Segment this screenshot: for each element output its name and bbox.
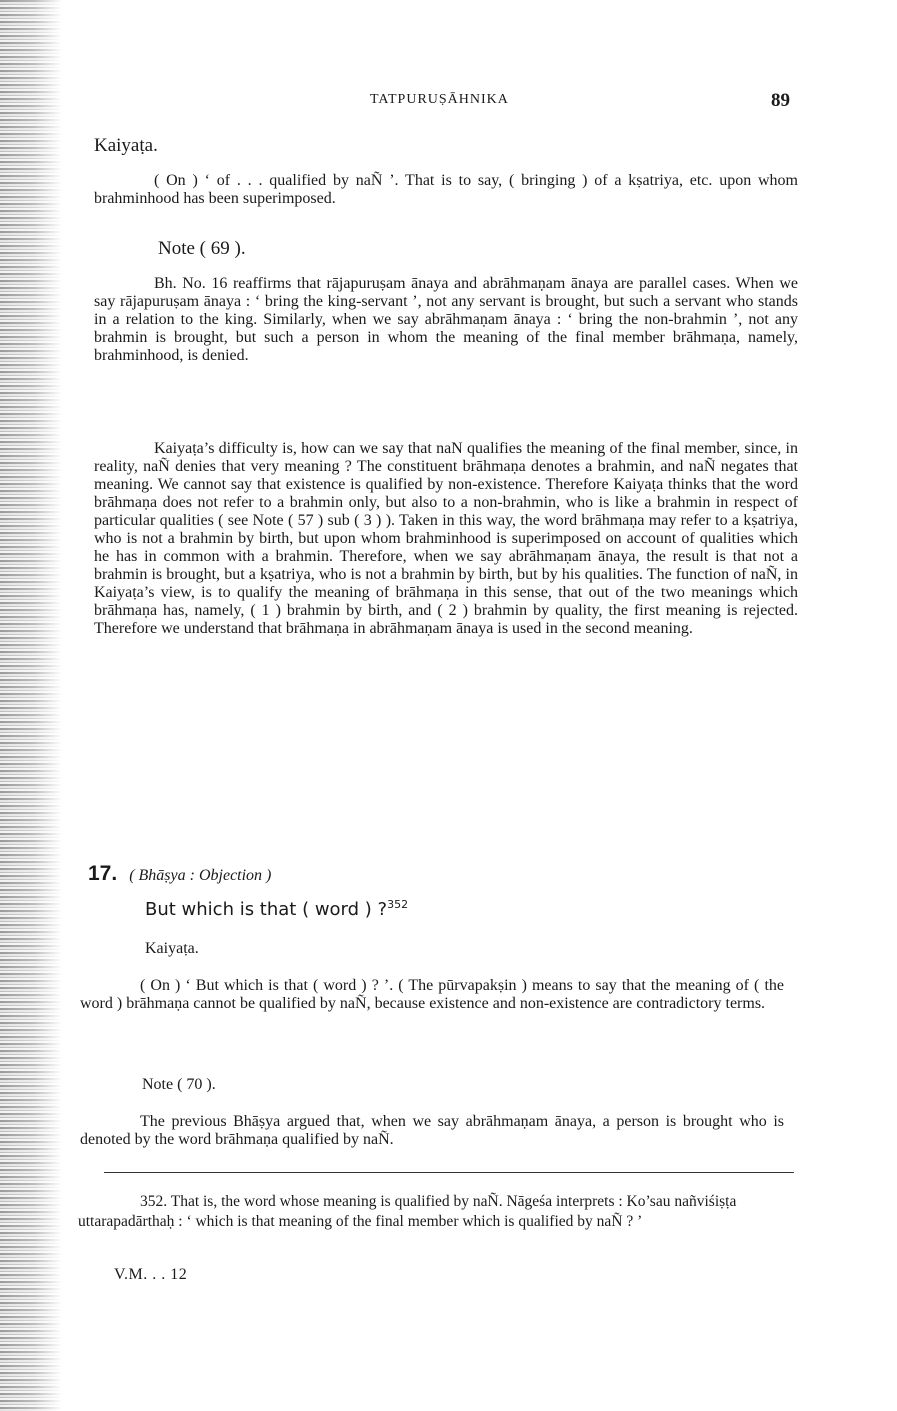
note-69-heading: Note ( 69 ).	[158, 238, 246, 259]
kaiyata-paragraph-2: ( On ) ‘ But which is that ( word ) ? ’. ( The pūrvapakṣin ) means to say that the meaning of ( the word ) brāhmaṇa cannot be qualified by naÑ, because existence and non-existence are contradictory terms.	[80, 977, 784, 1012]
kaiyata-paragraph-1: ( On ) ‘ of . . . qualified by naÑ ’. That is to say, ( bringing ) of a kṣatriya, etc. upon whom brahminhood has been superimposed.	[94, 172, 798, 207]
section-number: 17.	[88, 862, 118, 885]
running-title: TATPURUṢĀHNIKA	[370, 92, 509, 107]
note-70-paragraph: The previous Bhāṣya argued that, when we say abrāhmaṇam ānaya, a person is brought who is denoted by the word brāhmaṇa qualified by naÑ.	[80, 1113, 784, 1148]
section-label: ( Bhāṣya : Objection )	[129, 867, 272, 884]
section-17-heading	[88, 862, 792, 886]
note-70-heading: Note ( 70 ).	[142, 1076, 216, 1093]
page-number: 89	[771, 90, 790, 111]
bhasya-text: But which is that ( word ) ?	[145, 899, 388, 920]
bhasya-text-line	[145, 898, 795, 920]
running-header	[80, 92, 800, 120]
footnote-divider	[104, 1172, 794, 1173]
signature-mark: V.M. . . 12	[114, 1266, 188, 1283]
note-69-paragraph-2: Kaiyaṭa’s difficulty is, how can we say that naN qualifies the meaning of the final member, since, in reality, naÑ denies that very meaning ? The constituent brāhmaṇa denotes a brahmin, and naÑ negates that meaning. We cannot say that existence is qualified by non-existence. Therefore Kaiyaṭa thinks that the word brāhmaṇa does not refer to a brahmin only, but also to a non-brahmin, who is like a brahmin in respect of particular qualities ( see Note ( 57 ) sub ( 3 ) ). Taken in this way, the word brāhmaṇa may refer to a kṣatriya, who is not a brahmin by birth, but upon whom brahminhood is superimposed on account of qualities which he has in common with a brahmin. Therefore, when we say abrāhmaṇam ānaya, the result is that not a brahmin is brought, but a kṣatriya, who is not a brahmin by birth, but by his qualities. The function of naÑ, in Kaiyaṭa’s view, is to qualify the meaning of brāhmaṇa in this sense, that out of the two meanings which brāhmaṇa has, namely, ( 1 ) brahmin by birth, and ( 2 ) brahmin by quality, the first meaning is rejected. Therefore we understand that brāhmaṇa in abrāhmaṇam ānaya is used in the second meaning.	[94, 440, 798, 637]
kaiyata-heading-1: Kaiyaṭa.	[94, 135, 158, 156]
note-69-paragraph-1: Bh. No. 16 reaffirms that rājapuruṣam ānaya and abrāhmaṇam ānaya are parallel cases. When we say rājapuruṣam ānaya : ‘ bring the king-servant ’, not any servant is brought, but such a servant who stands in a relation to the king. Similarly, when we say abrāhmaṇam ānaya : ‘ bring the non-brahmin ’, not any brahmin is brought, but such a person in whom the meaning of the final member brāhmaṇa, namely, brahminhood, is denied.	[94, 275, 798, 364]
footnote-352: 352. That is, the word whose meaning is qualified by naÑ. Nāgeśa interprets : Ko’sau nañviśiṣṭa uttarapadārthaḥ : ‘ which is that meaning of the final member which is qualified by naÑ ? ’	[78, 1193, 737, 1230]
footnote-ref: 352	[387, 898, 409, 911]
book-spine-shadow	[0, 0, 62, 1411]
kaiyata-heading-2: Kaiyaṭa.	[145, 940, 199, 957]
